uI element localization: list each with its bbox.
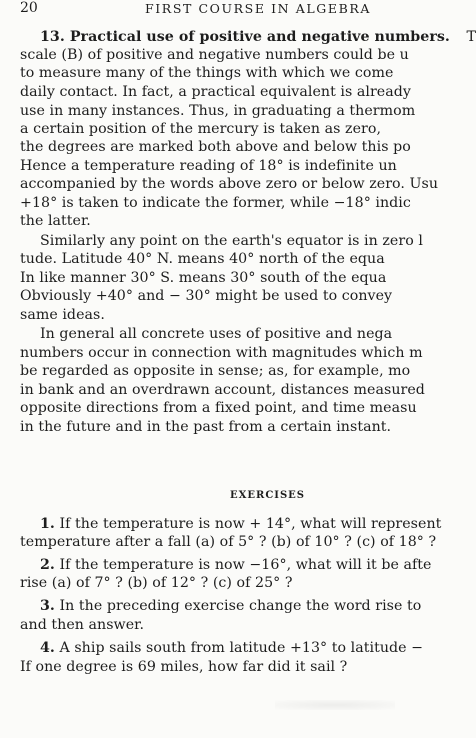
exercise-1-line-1: 1. If the temperature is now + 14°, what will represent <box>40 516 442 532</box>
exercise-4-line-2: If one degree is 69 miles, how far did it sail ? <box>20 659 348 675</box>
exercise-1-line-2: temperature after a fall (a) of 5° ? (b) of 10° ? (c) of 18° ? <box>20 534 437 550</box>
para2-line-2: tude. Latitude 40° N. means 40° north of the equa <box>20 251 385 267</box>
para1-line-4: use in many instances. Thus, in graduating a thermom <box>20 103 416 119</box>
para1-line-10: the latter. <box>20 213 91 229</box>
para1-line-7: Hence a temperature reading of 18° is indefinite un <box>20 158 397 174</box>
exercise-3-number: 3. <box>40 598 55 614</box>
para3-line-5: opposite directions from a fixed point, and time measu <box>20 400 417 416</box>
exercise-1-number: 1. <box>40 516 55 532</box>
para2-line-4: Obviously +40° and − 30° might be used to convey <box>20 288 393 304</box>
para1-line-3: daily contact. In fact, a practical equivalent is already <box>20 84 411 100</box>
para1-line-9: +18° is taken to indicate the former, while −18° indic <box>20 195 411 211</box>
section-heading: 13. Practical use of positive and negative numbers. <box>40 29 450 45</box>
para3-line-6: in the future and in the past from a certain instant. <box>20 419 392 435</box>
exercise-3-line-1: 3. In the preceding exercise change the word rise to <box>40 598 422 614</box>
para1-line-8: accompanied by the words above zero or below zero. Usu <box>20 176 439 192</box>
para3-line-2: numbers occur in connection with magnitudes which m <box>20 345 423 361</box>
para3-line-3: be regarded as opposite in sense; as, for example, mo <box>20 363 411 379</box>
scan-smudge <box>275 700 395 710</box>
para1-line-1: scale (B) of positive and negative numbers could be u <box>20 47 409 63</box>
section-heading-tail: T <box>466 29 476 45</box>
exercise-4-line-1: 4. A ship sails south from latitude +13° to latitude − <box>40 640 424 656</box>
exercise-4-number: 4. <box>40 640 55 656</box>
para3-line-4: in bank and an overdrawn account, distances measured <box>20 382 425 398</box>
para2-line-5: same ideas. <box>20 307 105 323</box>
para3-line-1: In general all concrete uses of positive and nega <box>40 326 393 342</box>
exercises-heading: EXERCISES <box>230 490 306 501</box>
exercise-2-number: 2. <box>40 557 55 573</box>
exercise-2-line-1: 2. If the temperature is now −16°, what will it be afte <box>40 557 432 573</box>
exercise-2-line-2: rise (a) of 7° ? (b) of 12° ? (c) of 25° ? <box>20 575 293 591</box>
para1-line-6: the degrees are marked both above and below this po <box>20 139 411 155</box>
para1-line-2: to measure many of the things with which we come <box>20 65 394 81</box>
para2-line-3: In like manner 30° S. means 30° south of the equa <box>20 270 387 286</box>
para1-line-5: a certain position of the mercury is taken as zero, <box>20 121 382 137</box>
page-number: 20 <box>20 0 38 16</box>
running-title: FIRST COURSE IN ALGEBRA <box>145 1 372 16</box>
para2-line-1: Similarly any point on the earth's equator is in zero l <box>40 233 423 249</box>
exercise-3-line-2: and then answer. <box>20 617 145 633</box>
section-heading-line <box>40 29 476 45</box>
